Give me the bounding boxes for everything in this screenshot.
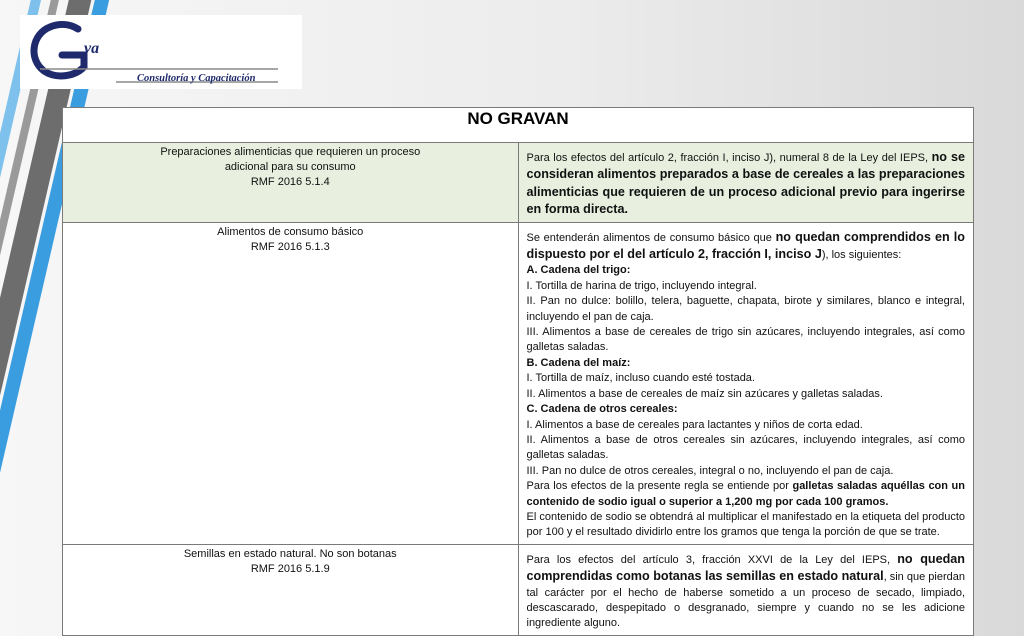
row-reference: RMF 2016 5.1.9 (250, 562, 330, 575)
row-description (518, 143, 974, 223)
list-item: II. Pan no dulce: bolillo, telera, baguette, chapata, birote y similares, blanco e integral, incluyendo el pan de caja. (526, 295, 965, 323)
row-label-line: adicional para su consumo (224, 161, 356, 173)
svg-text:va: va (84, 40, 100, 57)
row-reference: RMF 2016 5.1.4 (250, 176, 330, 188)
description-text: ), los siguientes: (821, 249, 902, 262)
description-emphasis: no se consideran alimentos preparados a base de cereales a las preparaciones alimenticias que requieren de un proceso adicional previo para ingerirse en forma directa. (526, 150, 965, 217)
section-heading: C. Cadena de otros cereales: (526, 403, 678, 416)
description-text: Para los efectos de la presente regla se entiende por (526, 480, 793, 493)
list-item: II. Alimentos a base de cereales de maíz sin azúcares y galletas saladas. (526, 387, 883, 400)
table-row (63, 143, 974, 223)
row-label-line: Semillas en estado natural. No son botanas (183, 547, 397, 560)
row-label (63, 143, 519, 223)
list-item: II. Alimentos a base de otros cereales sin azúcares, incluyendo integrales, así como galletas saladas. (526, 433, 965, 462)
description-text: , sin que pierdan tal carácter por el hecho de haberse sometido a un proceso de secado, limpiado, descascarado, despepitado o desgranado, siempre y cuando no se les adicione ingrediente alguno. (526, 571, 965, 630)
row-label-line: Preparaciones alimenticias que requieren un proceso (160, 146, 421, 158)
no-gravan-table (62, 107, 974, 636)
row-description (518, 544, 974, 635)
description-emphasis: no quedan comprendidas como botanas las semillas en estado natural (526, 551, 965, 584)
description-emphasis: no quedan comprendidos en lo dispuesto por el del artículo 2, fracción I, inciso J (526, 229, 965, 262)
row-description (518, 222, 974, 544)
list-item: I. Alimentos a base de cereales para lactantes y niños de corta edad. (526, 418, 863, 431)
logo-tagline: Consultoría y Capacitación (137, 73, 256, 84)
description-emphasis: galletas saladas aquéllas con un contenido de sodio igual o superior a 1,200 mg por cada 100 gramos. (526, 480, 965, 508)
company-logo (20, 15, 302, 89)
description-text: Para los efectos del artículo 2, fracción I, inciso J), numeral 8 de la Ley del IEPS, (526, 152, 932, 164)
table-row (63, 222, 974, 544)
list-item: III. Alimentos a base de cereales de trigo sin azúcares, incluyendo integrales, así como galletas saladas. (526, 326, 965, 354)
table-row (63, 544, 974, 635)
list-item: I. Tortilla de maíz, incluso cuando esté tostada. (526, 372, 755, 385)
row-label (63, 544, 519, 635)
paragraph: El contenido de sodio se obtendrá al multiplicar el manifestado en la etiqueta del producto por 100 y el resultado dividirlo entre los gramos que tenga la porción de que se trate. (526, 510, 965, 539)
list-item: I. Tortilla de harina de trigo, incluyendo integral. (526, 279, 757, 292)
section-heading: B. Cadena del maíz: (526, 356, 631, 369)
section-heading: A. Cadena del trigo: (526, 264, 631, 277)
list-item: III. Pan no dulce de otros cereales, integral o no, incluyendo el pan de caja. (526, 464, 894, 477)
paragraph (527, 479, 966, 510)
row-reference: RMF 2016 5.1.3 (250, 240, 330, 253)
description-text: Se entenderán alimentos de consumo básico que (526, 231, 776, 244)
description-text: Para los efectos del artículo 3, fracción XXVI de la Ley del IEPS, (526, 553, 898, 566)
row-label-line: Alimentos de consumo básico (217, 225, 364, 238)
row-label (63, 222, 519, 544)
table-title: NO GRAVAN (63, 108, 974, 143)
